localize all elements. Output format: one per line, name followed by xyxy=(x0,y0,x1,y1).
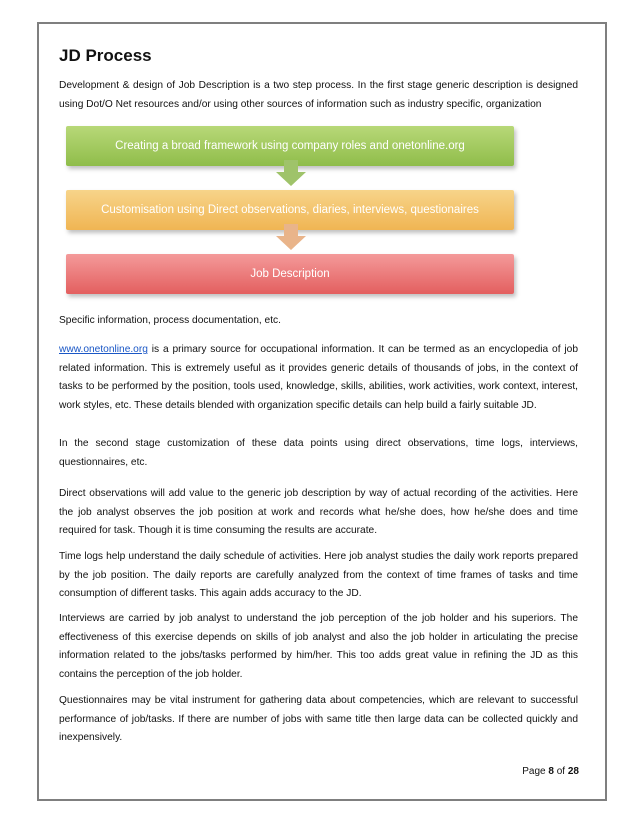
process-step-framework-label: Creating a broad framework using company roles and onetonline.org xyxy=(115,140,465,152)
current-page: 8 xyxy=(548,766,554,777)
page-title: JD Process xyxy=(59,46,152,65)
onet-text: is a primary source for occupational information. It can be termed as an encyclopedia of job related information. This is extremely useful as it provides generic details of thousands of jobs, in the context of tasks to be performed by the position, tools used, knowledge, skills, abilities, work activities, work context, interest, work styles, etc. These details blended with organization specific details can help build a fairly suitable JD. xyxy=(59,344,578,411)
onet-paragraph xyxy=(59,341,578,415)
intro-paragraph: Development & design of Job Description is a two step process. In the first stage generic description is designed using Dot/O Net resources and/or using other sources of information such as industry specific, organization xyxy=(59,80,578,110)
process-step-job-description-label: Job Description xyxy=(250,268,330,280)
questionnaires-paragraph: Questionnaires may be vital instrument for gathering data about competencies, which are relevant to successful performance of job/tasks. If there are number of jobs with same title then large data can be collected quickly and inexpensively. xyxy=(59,695,578,744)
total-pages: 28 xyxy=(567,766,579,777)
second-stage-paragraph: In the second stage customization of these data points using direct observations, time logs, interviews, questionnaires, etc. xyxy=(59,438,578,468)
onetonline-link[interactable]: www.onetonline.org xyxy=(59,344,148,355)
of-label: of xyxy=(556,766,566,777)
process-step-job-description xyxy=(66,254,514,294)
page-label: Page xyxy=(522,766,546,777)
down-arrow-icon xyxy=(276,160,306,186)
direct-observations-paragraph: Direct observations will add value to the generic job description by way of actual recording of the activities. Here the job analyst observes the job position at work and records what he/she does, how he/she does and time required for task. Though it is time consuming the results are accurate. xyxy=(59,488,578,537)
process-step-customisation-label: Customisation using Direct observations, diaries, interviews, questionaires xyxy=(101,204,479,216)
interviews-paragraph: Interviews are carried by job analyst to understand the job perception of the job holder and his superiors. The effectiveness of this exercise depends on skills of job analyst and also the job holder in articulating the precise information related to the jobs/tasks performed by him/her. This too adds great value in refining the JD as this contains the perception of the job holder. xyxy=(59,613,578,680)
time-logs-paragraph: Time logs help understand the daily schedule of activities. Here job analyst studies the daily work reports prepared by the job position. The daily reports are carefully analyzed from the context of time frames of tasks and time consumption of different tasks. This again adds accuracy to the JD. xyxy=(59,551,578,600)
page-number xyxy=(522,766,579,777)
down-arrow-icon xyxy=(276,224,306,250)
specific-info-paragraph: Specific information, process documentation, etc. xyxy=(59,315,281,326)
